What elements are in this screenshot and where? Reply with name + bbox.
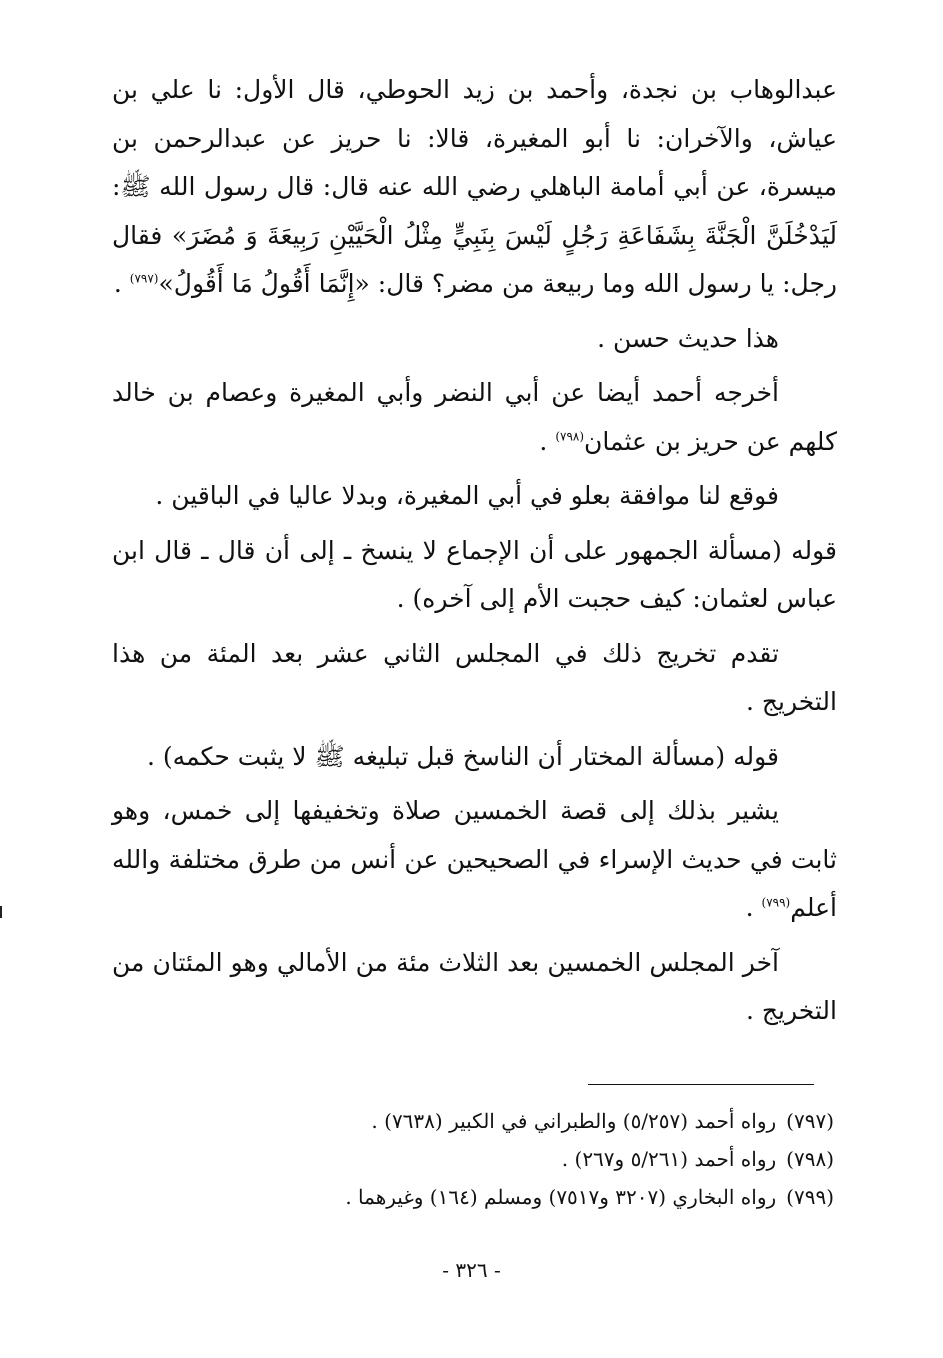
- paragraph-qawluhu-ijma: قوله (مسألة الجمهور على أن الإجماع لا ينسخ ـ إلى أن قال ـ قال ابن عباس لعثمان: كيف حجبت الأم إلى آخره) .: [112, 535, 837, 613]
- hadith-text: عبدالوهاب بن نجدة، وأحمد بن زيد الحوطي، قال الأول: نا علي بن عياش، والآخران: نا أبو المغيرة، قالا: نا حريز عن عبدالرحمن بن ميسرة، عن أبي أمامة الباهلي رضي الله عنه قال: قال رسول الله ﷺ: لَيَدْخُلَنَّ الْجَنَّةَ بِشَفَاعَةِ رَجُلٍ لَيْسَ بِنَبِيٍّ مِثْلُ الْحَيَّيْنِ رَبِيعَةَ وَ مُضَرَ» فقال رجل: يا رسول الله وما ربيعة من مضر؟ قال: «إِنَّمَا أَقُولُ مَا أَقُولُ»: [112, 75, 837, 298]
- scan-edge-mark: [0, 906, 2, 918]
- paragraph-grading: هذا حديث حسن .: [597, 323, 779, 353]
- footnote-ref-799: (٧٩٩): [761, 895, 791, 910]
- paragraph-end-majlis: آخر المجلس الخمسين بعد الثلاث مئة من الأمالي وهو المئتان من التخريج .: [112, 947, 837, 1025]
- paragraph-taqaddam: تقدم تخريج ذلك في المجلس الثاني عشر بعد المئة من هذا التخريج .: [112, 638, 837, 716]
- page-number: - ٣٢٦ -: [442, 1258, 501, 1282]
- main-text: [112, 66, 837, 1042]
- footnote-797: (٧٩٧)رواه أحمد (٥/٢٥٧) والطبراني في الكبير (٧٦٣٨) .: [371, 1109, 834, 1133]
- paragraph-yushir: يشير بذلك إلى قصة الخمسين صلاة وتخفيفها إلى خمس، وهو ثابت في حديث الإسراء في الصحيحين عن أنس من طرق مختلفة والله أعلم$^{(٧٩٩)}$ .: [112, 796, 837, 922]
- footnote-ref-797: (٧٩٧): [129, 271, 159, 286]
- footnote-ref-798: (٧٩٨): [555, 429, 585, 444]
- paragraph-hadith: عبدالوهاب بن نجدة، وأحمد بن زيد الحوطي، قال الأول: نا علي بن عياش، والآخران: نا أبو المغيرة، قالا: نا حريز عن عبدالرحمن بن ميسرة، عن أبي أمامة الباهلي رضي الله عنه قال: قال رسول الله ﷺ: لَيَدْخُلَنَّ الْجَنَّةَ بِشَفَاعَةِ رَجُلٍ لَيْسَ بِنَبِيٍّ مِثْلُ الْحَيَّيْنِ رَبِيعَةَ وَ مُضَرَ» فقال رجل: يا رسول الله وما ربيعة من مضر؟ قال: «إِنَّمَا أَقُولُ مَا أَقُولُ»$^{(٧٩٧)}$ .: [112, 75, 837, 298]
- footnote-798: (٧٩٨)رواه أحمد (٥/٢٦١ و٢٦٧) .: [561, 1147, 834, 1171]
- footnote-799: (٧٩٩)رواه البخاري (٣٢٠٧ و٧٥١٧) ومسلم (١٦٤) وغيرهما .: [345, 1185, 834, 1209]
- footnote-separator: [588, 1084, 814, 1085]
- paragraph-takhrij: أخرجه أحمد أيضا عن أبي النضر وأبي المغيرة وعصام بن خالد كلهم عن حريز بن عثمان$^{(٧٩٨)}$ .: [112, 378, 837, 456]
- paragraph-muwafaqa: فوقع لنا موافقة بعلو في أبي المغيرة، وبدلا عاليا في الباقين .: [155, 481, 779, 510]
- paragraph-qawluhu-nasikh: قوله (مسألة المختار أن الناسخ قبل تبليغه ﷺ لا يثبت حكمه) .: [147, 741, 779, 771]
- footnotes: [112, 1102, 834, 1216]
